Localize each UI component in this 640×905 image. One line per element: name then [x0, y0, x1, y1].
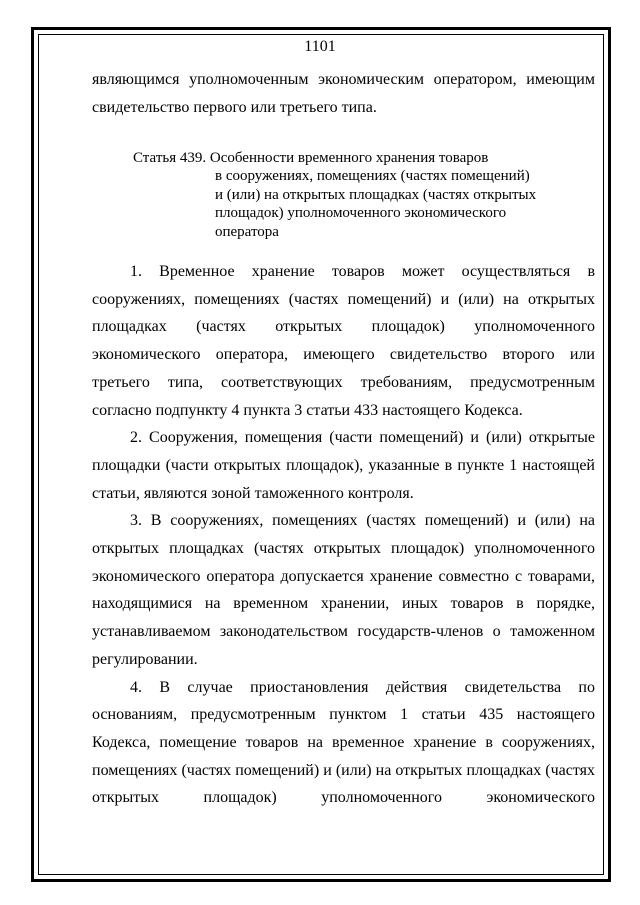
article-title-line-2: в сооружениях, помещениях (частях помещений): [215, 168, 530, 185]
intro-block: [92, 66, 595, 121]
page-number: 1101: [304, 38, 336, 55]
paragraph-1: 1. Временное хранение товаров может осуществляться в сооружениях, помещениях (частях помещений) и (или) на открытых площадках (частях открытых площадок) уполномоченного экономического оператора, имеющего свидетельство второго или третьего типа, соответствующих требованиям, предусмотренным согласно подпункту 4 пункта 3 статьи 433 настоящего Кодекса.: [92, 263, 595, 419]
article-body: [92, 258, 595, 812]
paragraph-2: 2. Сооружения, помещения (части помещений) и (или) открытые площадки (части открытых площадок), указанные в пункте 1 настоящей статьи, являются зоной таможенного контроля.: [92, 429, 595, 502]
article-title-line-1: Статья 439. Особенности временного хранения товаров: [133, 150, 489, 166]
article-title-line-3: и (или) на открытых площадках (частях открытых: [215, 186, 537, 203]
article-heading: [133, 149, 593, 241]
paragraph-4: 4. В случае приостановления действия свидетельства по основаниям, предусмотренным пунктом 1 статьи 435 настоящего Кодекса, помещение товаров на временное хранение в сооружениях, помещениях (частях помещений) и (или) на открытых площадках (частях открытых площадок) уполномоченного экономического: [92, 678, 595, 807]
intro-paragraph: являющимся уполномоченным экономическим оператором, имеющим свидетельство первого или третьего типа.: [92, 71, 595, 116]
article-title-line-5: оператора: [215, 223, 279, 240]
article-title-line-4: площадок) уполномоченного экономического: [215, 205, 507, 222]
paragraph-3: 3. В сооружениях, помещениях (частях помещений) и (или) на открытых площадках (частях открытых площадок) уполномоченного экономического оператора допускается хранение совместно с товарами, находящимися на временном хранении, иных товаров в порядке, устанавливаемом законодательством государств-членов о таможенном регулировании.: [92, 512, 595, 668]
